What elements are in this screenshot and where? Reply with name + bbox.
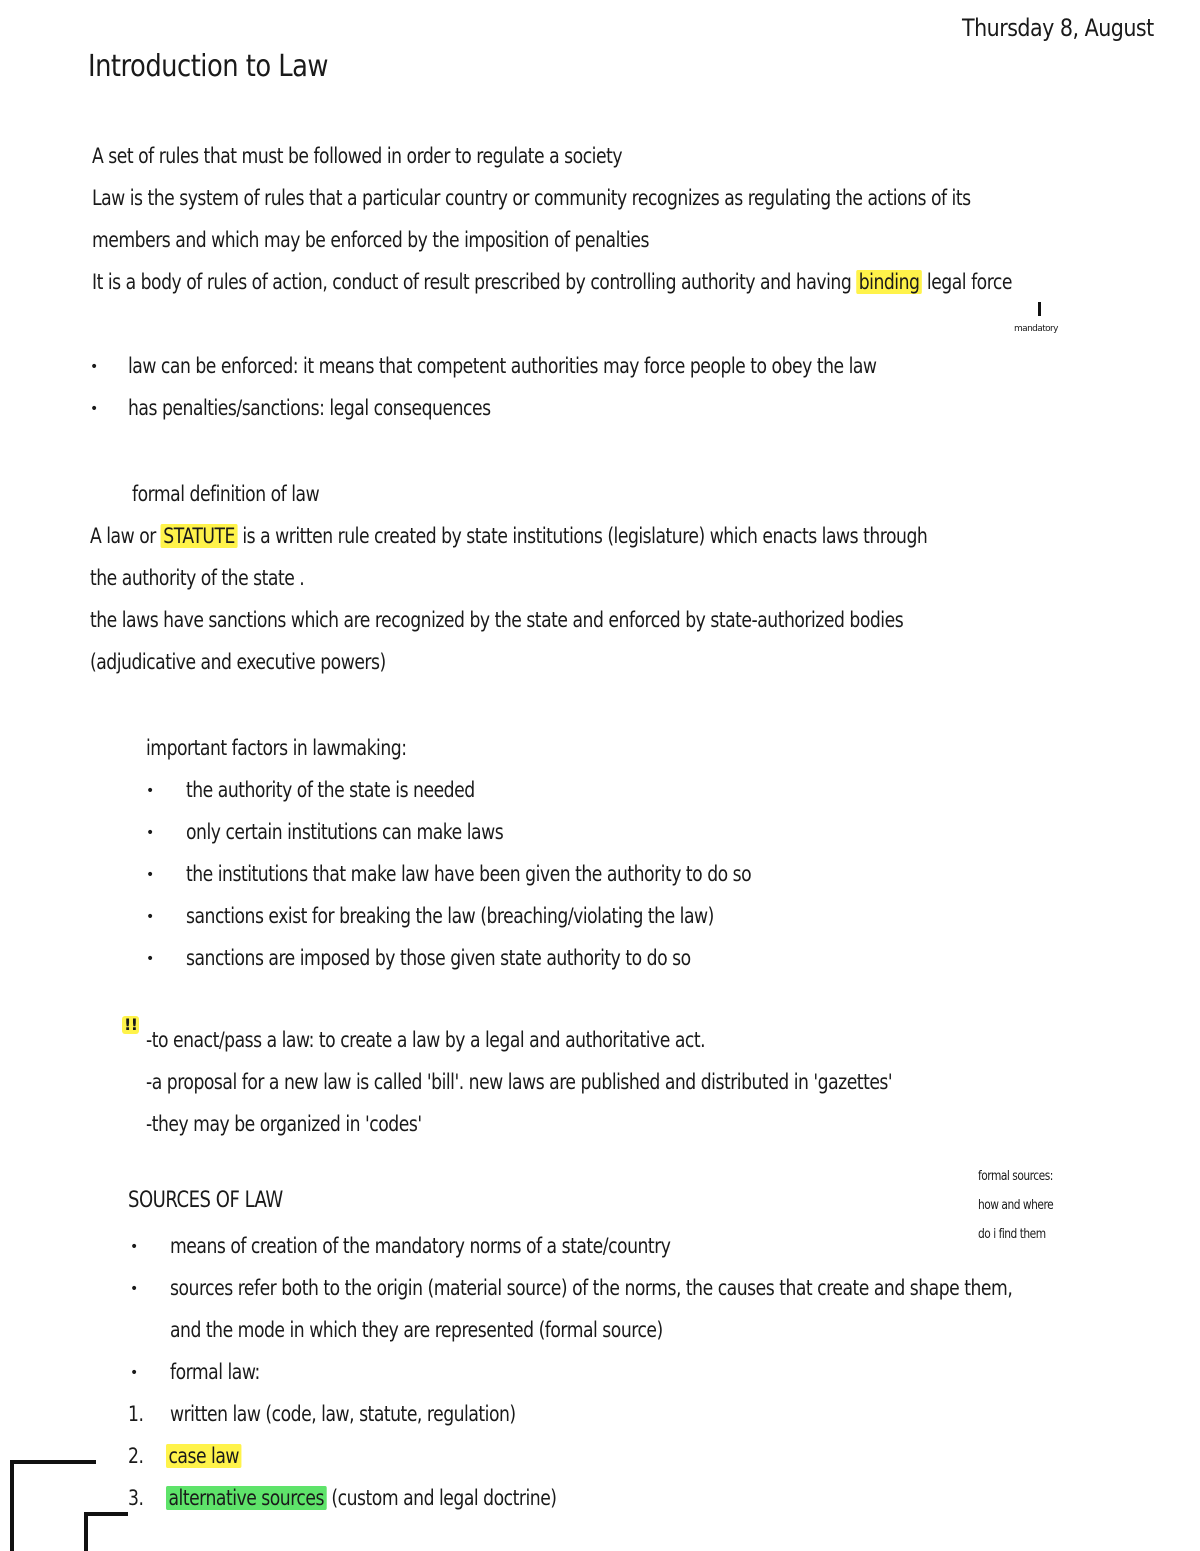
factor-item: only certain institutions can make laws bbox=[186, 820, 504, 844]
sources-heading: SOURCES OF LAW bbox=[128, 1188, 283, 1213]
bullet-dot: • bbox=[146, 783, 155, 799]
formal-line-1 bbox=[90, 526, 927, 547]
binding-highlight: binding bbox=[856, 270, 922, 294]
date-heading: Thursday 8, August bbox=[962, 14, 1154, 42]
bullet-dot: • bbox=[130, 1239, 139, 1255]
factor-item: sanctions exist for breaking the law (breaching/violating the law) bbox=[186, 904, 714, 928]
intro-line-2: Law is the system of rules that a particular country or community recognizes as regulating the actions of its bbox=[92, 186, 971, 210]
bullet-dot: • bbox=[146, 909, 155, 925]
bullet-dot: • bbox=[90, 401, 99, 417]
alternative-sources-tail: (custom and legal doctrine) bbox=[326, 1486, 557, 1510]
bullet-dot: • bbox=[146, 825, 155, 841]
annotation-mandatory: mandatory bbox=[1014, 324, 1058, 334]
sources-bullet-continued: and the mode in which they are represented (formal source) bbox=[170, 1318, 663, 1342]
corner-mark-vertical bbox=[10, 1460, 14, 1551]
formal-line-2: the authority of the state . bbox=[90, 566, 305, 590]
statute-highlight: STATUTE bbox=[161, 524, 238, 548]
list-number: 3. bbox=[128, 1486, 144, 1510]
corner-mark-vertical bbox=[84, 1512, 88, 1551]
formal-line-4: (adjudicative and executive powers) bbox=[90, 650, 386, 674]
corner-mark-horizontal bbox=[10, 1460, 96, 1464]
page-title: Introduction to Law bbox=[88, 49, 329, 84]
factor-item: the institutions that make law have been given the authority to do so bbox=[186, 862, 752, 886]
side-note-line-1: formal sources: bbox=[978, 1169, 1053, 1184]
sources-bullet: means of creation of the mandatory norms of a state/country bbox=[170, 1234, 671, 1258]
formal-line-1-tail: is a written rule created by state institutions (legislature) which enacts laws through bbox=[237, 524, 928, 548]
list-number: 2. bbox=[128, 1444, 144, 1468]
sources-bullet: formal law: bbox=[170, 1360, 260, 1384]
bullet-dot: • bbox=[130, 1281, 139, 1297]
intro-bullet-1: law can be enforced: it means that competent authorities may force people to obey the law bbox=[128, 354, 877, 378]
intro-line-4 bbox=[92, 272, 1012, 293]
bullet-dot: • bbox=[90, 359, 99, 375]
side-note-line-2: how and where bbox=[978, 1198, 1054, 1213]
factors-heading: important factors in lawmaking: bbox=[146, 736, 407, 760]
list-item-written-law: written law (code, law, statute, regulation) bbox=[170, 1402, 516, 1426]
formal-heading: formal definition of law bbox=[132, 482, 320, 506]
bullet-dot: • bbox=[130, 1365, 139, 1381]
side-note-line-3: do i find them bbox=[978, 1227, 1046, 1242]
important-marker: !! bbox=[124, 1015, 138, 1034]
sources-bullet: sources refer both to the origin (material source) of the norms, the causes that create and shape them, bbox=[170, 1276, 1013, 1300]
enact-line-3: -they may be organized in 'codes' bbox=[146, 1112, 422, 1136]
intro-line-4-tail: legal force bbox=[921, 270, 1012, 294]
intro-line-1: A set of rules that must be followed in order to regulate a society bbox=[92, 144, 623, 168]
list-number: 1. bbox=[128, 1402, 144, 1426]
enact-line-2: -a proposal for a new law is called 'bill'. new laws are published and distributed in 'gazettes' bbox=[146, 1070, 893, 1094]
formal-line-3: the laws have sanctions which are recognized by the state and enforced by state-authorized bodies bbox=[90, 608, 904, 632]
list-item-case-law bbox=[166, 1446, 241, 1467]
intro-line-3: members and which may be enforced by the imposition of penalties bbox=[92, 228, 649, 252]
factor-item: the authority of the state is needed bbox=[186, 778, 475, 802]
annotation-pointer bbox=[1038, 302, 1041, 316]
intro-bullet-2: has penalties/sanctions: legal consequences bbox=[128, 396, 491, 420]
enact-line-1: -to enact/pass a law: to create a law by a legal and authoritative act. bbox=[146, 1028, 706, 1052]
factor-item: sanctions are imposed by those given state authority to do so bbox=[186, 946, 691, 970]
alternative-sources-highlight: alternative sources bbox=[166, 1486, 326, 1510]
list-item-alternative-sources bbox=[166, 1488, 557, 1509]
intro-line-4-text: It is a body of rules of action, conduct of result prescribed by controlling authority and having bbox=[92, 270, 857, 294]
bullet-dot: • bbox=[146, 867, 155, 883]
bullet-dot: • bbox=[146, 951, 155, 967]
case-law-highlight: case law bbox=[166, 1444, 241, 1468]
corner-mark-horizontal bbox=[84, 1512, 128, 1516]
formal-line-1-text: A law or bbox=[90, 524, 161, 548]
